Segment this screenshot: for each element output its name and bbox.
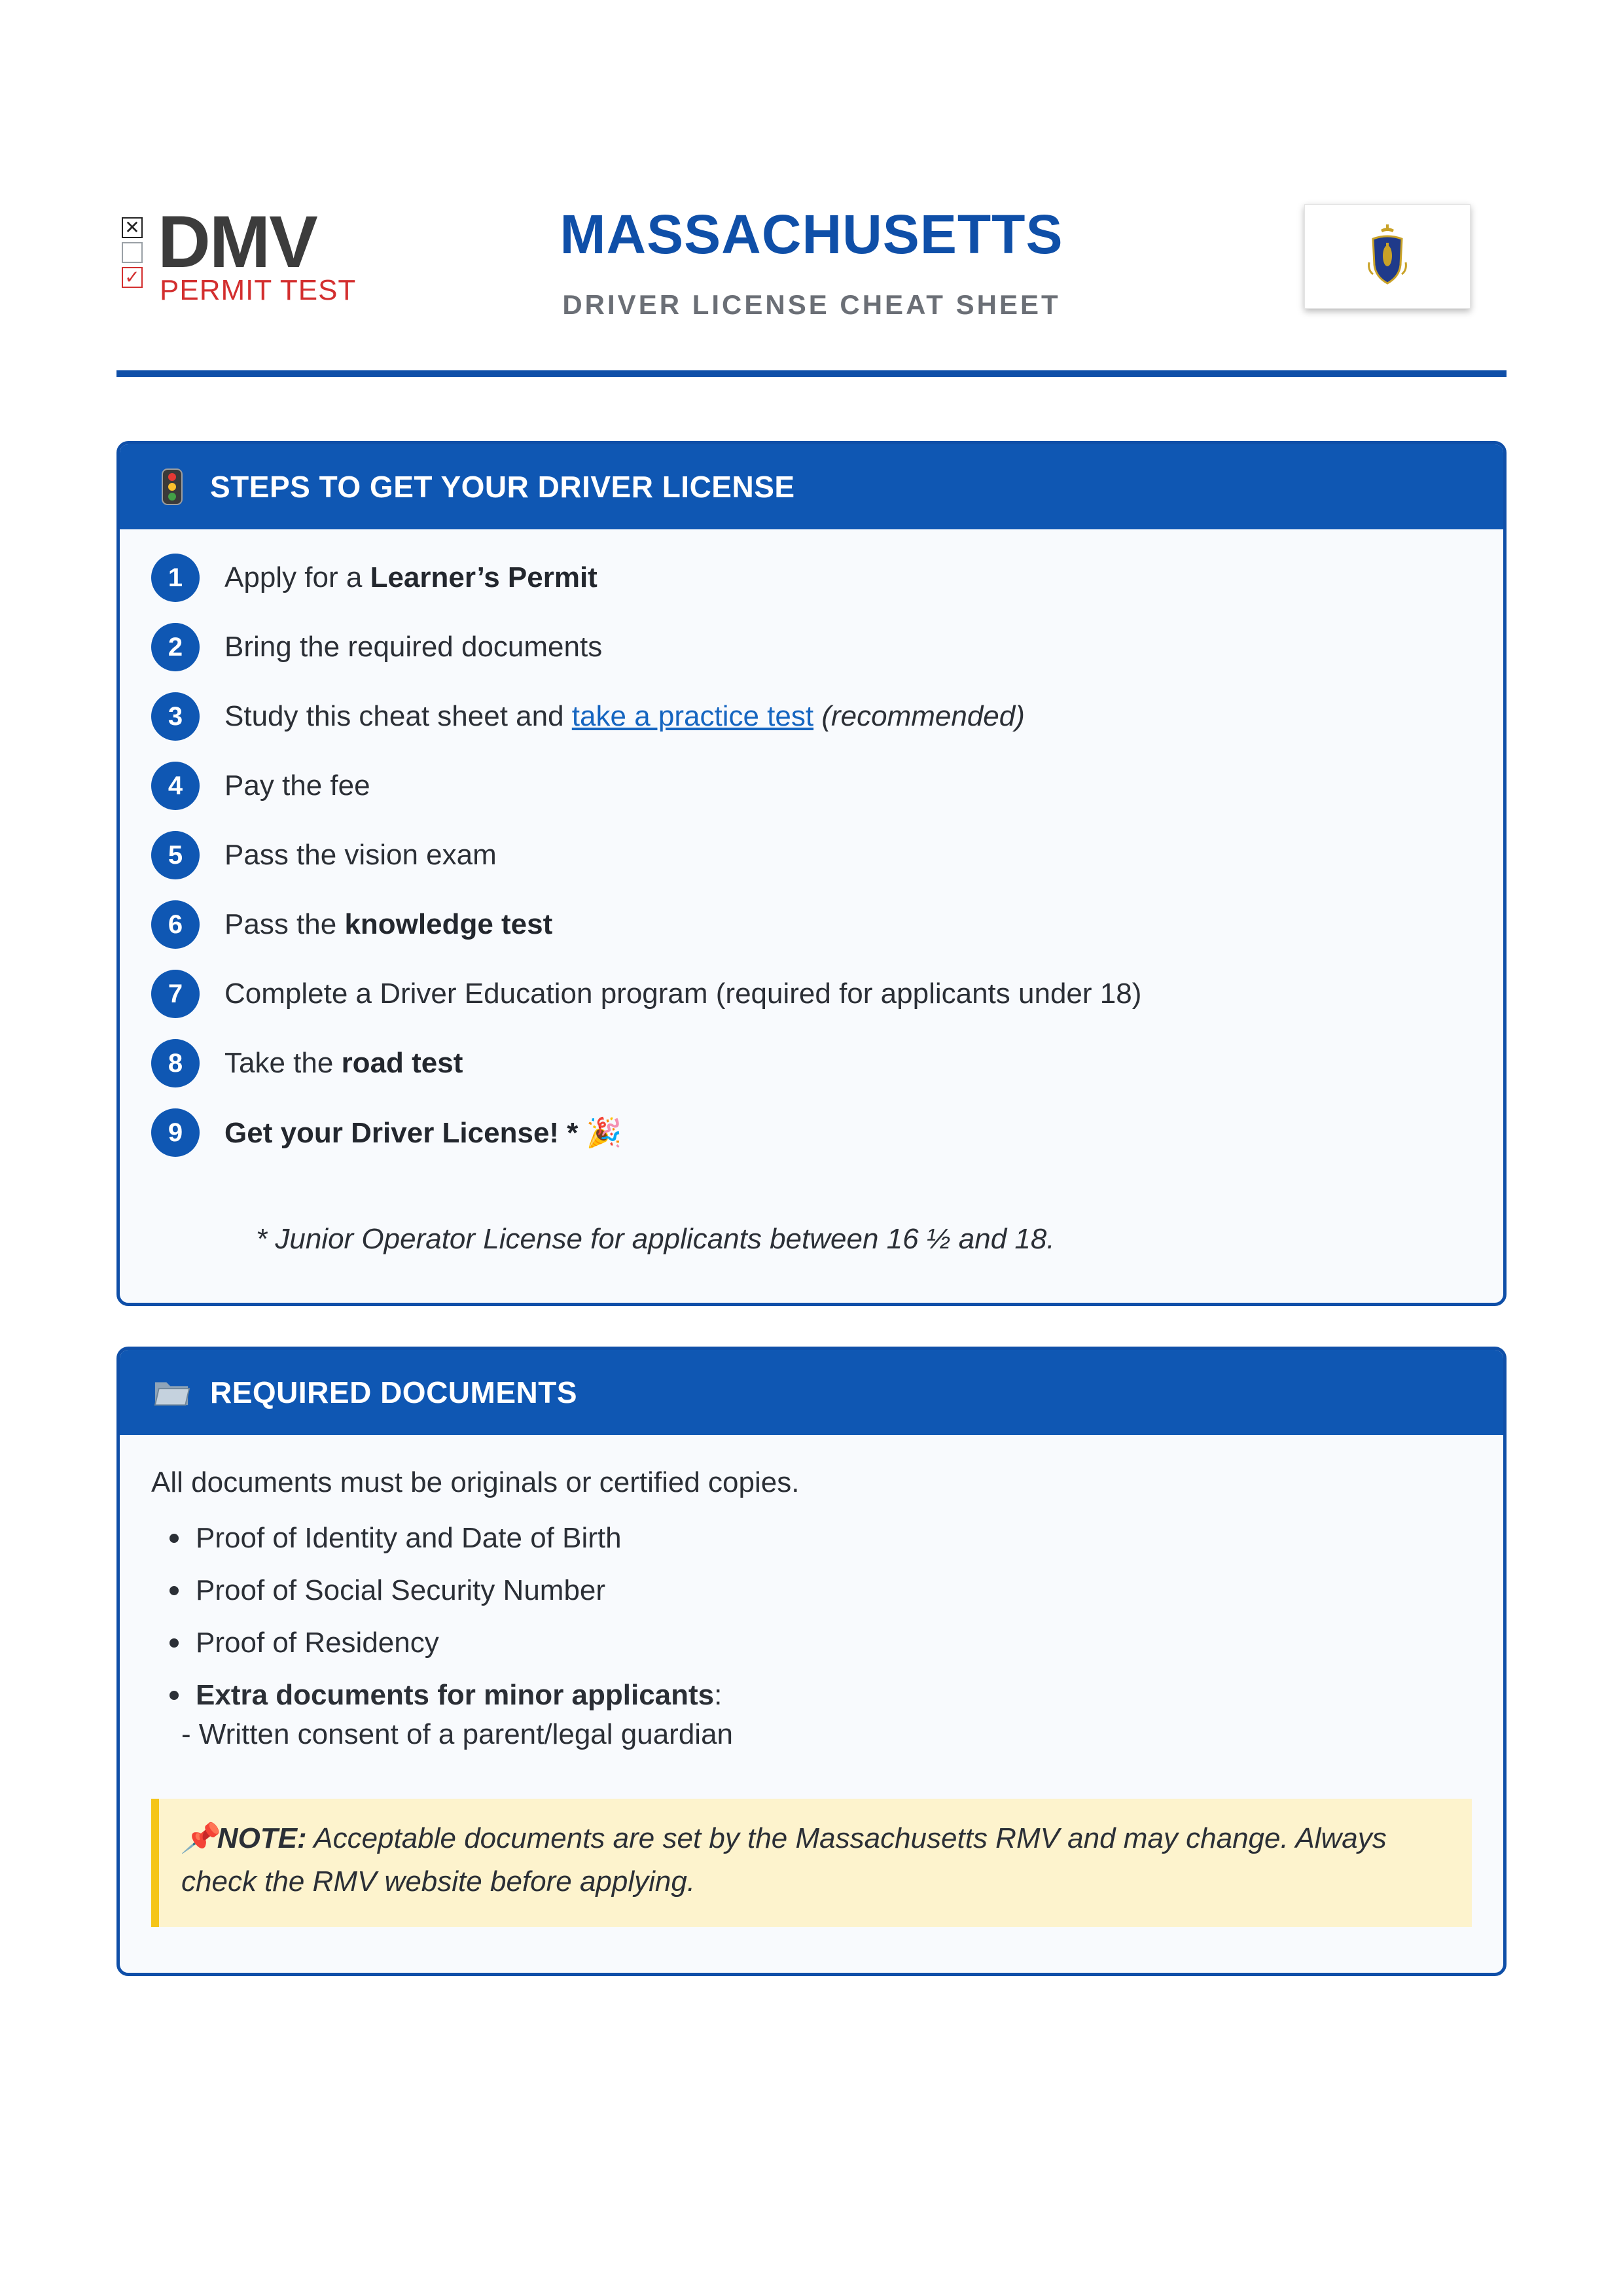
step-number: 9	[151, 1108, 200, 1157]
steps-card	[116, 441, 1507, 1306]
documents-card-header	[120, 1350, 1503, 1435]
bullet	[169, 1638, 179, 1648]
documents-card	[116, 1347, 1507, 1976]
step-number: 6	[151, 900, 200, 949]
step-text: Study this cheat sheet and take a practice test (recommended)	[224, 700, 1025, 732]
step-number: 3	[151, 692, 200, 741]
step-8	[151, 1038, 463, 1088]
step-text: Pass the vision exam	[224, 839, 497, 871]
traffic-light-icon	[154, 468, 190, 505]
bullet	[169, 1691, 179, 1700]
list-item-extra: Extra documents for minor applicants :	[169, 1676, 722, 1715]
step-1	[151, 553, 597, 603]
bullet	[169, 1586, 179, 1595]
header-divider	[116, 370, 1507, 377]
step-9	[151, 1108, 622, 1157]
step-text: Apply for a Learner’s Permit	[224, 561, 597, 593]
step-number: 7	[151, 970, 200, 1018]
sub-list-item: - Written consent of a parent/legal guardian	[181, 1718, 734, 1750]
massachusetts-flag	[1304, 204, 1471, 309]
steps-footnote: * Junior Operator License for applicants between 16 ½ and 18.	[256, 1223, 1055, 1255]
state-seal-icon	[1366, 223, 1408, 287]
bullet	[169, 1534, 179, 1543]
step-text: Take the road test	[224, 1047, 463, 1079]
step-text: Complete a Driver Education program (required for applicants under 18)	[224, 978, 1142, 1010]
step-7	[151, 969, 1141, 1019]
page-subtitle: DRIVER LICENSE CHEAT SHEET	[562, 289, 1061, 320]
step-text: Get your Driver License! * 🎉	[224, 1117, 622, 1149]
step-5	[151, 830, 497, 880]
list-item: Proof of Residency	[169, 1623, 439, 1663]
step-text: Bring the required documents	[224, 631, 603, 663]
steps-card-title: STEPS TO GET YOUR DRIVER LICENSE	[210, 470, 795, 504]
x-mark-icon: ✕	[122, 217, 143, 238]
documents-intro: All documents must be originals or certified copies.	[151, 1466, 800, 1498]
step-text: Pay the fee	[224, 769, 370, 802]
step-number: 1	[151, 554, 200, 602]
step-4	[151, 761, 370, 811]
pushpin-icon: 📌	[181, 1822, 217, 1854]
documents-card-title: REQUIRED DOCUMENTS	[210, 1375, 578, 1409]
step-2	[151, 622, 602, 672]
step-number: 2	[151, 623, 200, 671]
steps-card-header	[120, 444, 1503, 529]
note-label: NOTE:	[217, 1822, 307, 1854]
step-text: Pass the knowledge test	[224, 908, 553, 940]
list-item: Proof of Identity and Date of Birth	[169, 1519, 622, 1558]
list-item: Proof of Social Security Number	[169, 1571, 605, 1610]
page-title: MASSACHUSETTS	[560, 203, 1063, 265]
note-callout: 📌NOTE: Acceptable documents are set by the Massachusetts RMV and may change. Always check the RMV website before applying.	[151, 1799, 1472, 1927]
step-3	[151, 692, 1025, 741]
practice-test-link[interactable]: take a practice test	[571, 700, 814, 732]
step-number: 8	[151, 1039, 200, 1087]
step-number: 4	[151, 762, 200, 810]
step-6	[151, 900, 552, 949]
party-popper-icon: 🎉	[586, 1117, 622, 1149]
logo-permit-test-text: PERMIT TEST	[160, 274, 357, 306]
check-mark-icon: ✓	[122, 267, 143, 288]
step-number: 5	[151, 831, 200, 879]
logo-dmv-text: DMV	[158, 201, 317, 283]
folder-icon	[154, 1374, 190, 1411]
